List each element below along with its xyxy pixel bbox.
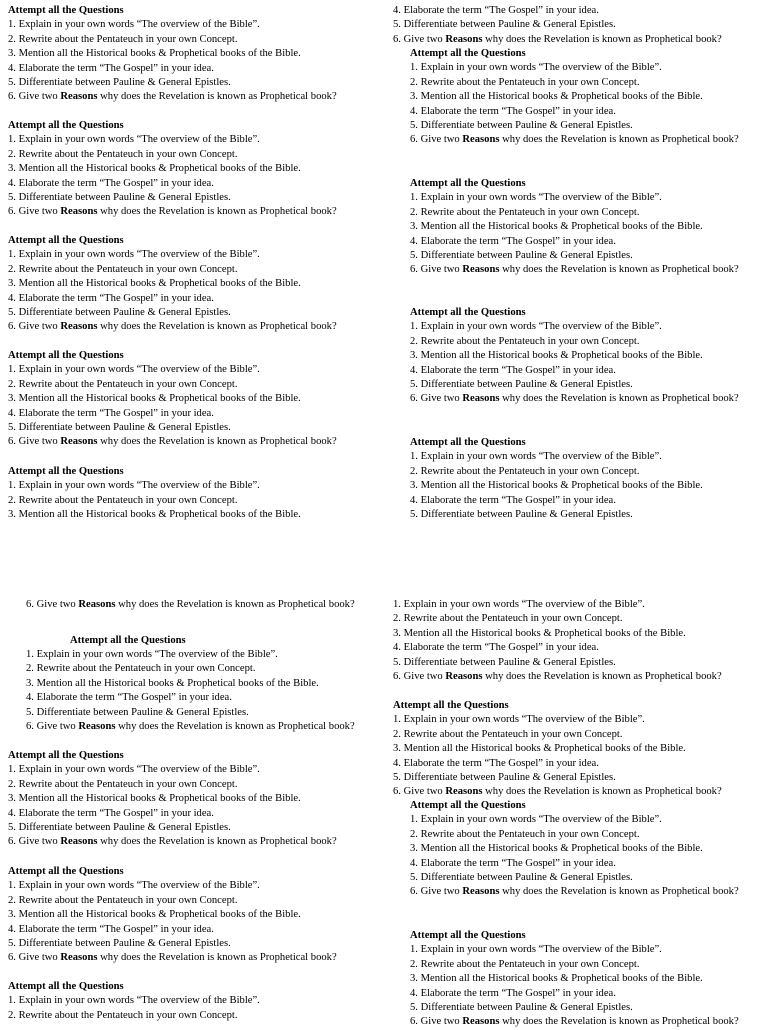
question-2: 2. Rewrite about the Pentateuch in your own Concept.: [410, 465, 640, 477]
question-1: 1. Explain in your own words “The overview of the Bible”.: [8, 249, 260, 261]
question-set: [8, 980, 380, 1023]
question-3: 3. Mention all the Historical books & Prophetical books of the Bible.: [393, 627, 686, 639]
heading: Attempt all the Questions: [8, 120, 124, 131]
question-2: 2. Rewrite about the Pentateuch in your own Concept.: [8, 494, 238, 506]
question-6: 6. Give two Reasons why does the Revelation is known as Prophetical book?: [410, 393, 739, 405]
question-2: 2. Rewrite about the Pentateuch in your own Concept.: [8, 378, 238, 390]
question-1: 1. Explain in your own words “The overview of the Bible”.: [410, 814, 662, 826]
question-2: 2. Rewrite about the Pentateuch in your own Concept.: [8, 148, 238, 160]
question-6: 6. Give two Reasons why does the Revelation is known as Prophetical book?: [26, 721, 355, 733]
question-4: 4. Elaborate the term “The Gospel” in your idea.: [8, 807, 214, 819]
question-set: [8, 465, 380, 523]
question-6: 6. Give two Reasons why does the Revelation is known as Prophetical book?: [410, 1016, 739, 1028]
question-4: 4. Elaborate the term “The Gospel” in your idea.: [393, 757, 599, 769]
question-set: [8, 749, 380, 850]
question-set: [8, 234, 380, 335]
heading: Attempt all the Questions: [410, 178, 526, 189]
question-1: 1. Explain in your own words “The overview of the Bible”.: [8, 19, 260, 31]
question-6: 6. Give two Reasons why does the Revelation is known as Prophetical book?: [8, 952, 337, 964]
question-3: 3. Mention all the Historical books & Prophetical books of the Bible.: [8, 509, 301, 521]
question-set: [8, 349, 380, 450]
question-6: 6. Give two Reasons why does the Revelation is known as Prophetical book?: [393, 671, 722, 683]
question-1: 1. Explain in your own words “The overview of the Bible”.: [8, 364, 260, 376]
question-5: 5. Differentiate between Pauline & General Epistles.: [8, 307, 231, 319]
question-6: 6. Give two Reasons why does the Revelation is known as Prophetical book?: [393, 33, 722, 45]
question-1: 1. Explain in your own words “The overview of the Bible”.: [410, 192, 662, 204]
question-3: 3. Mention all the Historical books & Prophetical books of the Bible.: [410, 480, 703, 492]
question-5: 5. Differentiate between Pauline & General Epistles.: [393, 656, 616, 668]
question-6: 6. Give two Reasons why does the Revelation is known as Prophetical book?: [26, 599, 355, 610]
question-4: 4. Elaborate the term “The Gospel” in your idea.: [410, 364, 616, 376]
question-set: [410, 177, 763, 278]
question-4: 4. Elaborate the term “The Gospel” in your idea.: [8, 292, 214, 304]
question-2: 2. Rewrite about the Pentateuch in your own Concept.: [410, 335, 640, 347]
question-2: 2. Rewrite about the Pentateuch in your own Concept.: [8, 894, 238, 906]
question-1: 1. Explain in your own words “The overview of the Bible”.: [26, 649, 278, 660]
question-2: 2. Rewrite about the Pentateuch in your own Concept.: [8, 263, 238, 275]
question-5: 5. Differentiate between Pauline & General Epistles.: [8, 822, 231, 834]
question-2: 2. Rewrite about the Pentateuch in your own Concept.: [410, 76, 640, 88]
question-6: 6. Give two Reasons why does the Revelation is known as Prophetical book?: [393, 786, 722, 798]
question-5: 5. Differentiate between Pauline & General Epistles.: [8, 938, 231, 950]
question-3: 3. Mention all the Historical books & Prophetical books of the Bible.: [8, 278, 301, 290]
question-6: 6. Give two Reasons why does the Revelation is known as Prophetical book?: [8, 206, 337, 218]
question-set-fragment: [393, 4, 763, 47]
question-6: 6. Give two Reasons why does the Revelation is known as Prophetical book?: [410, 264, 739, 276]
question-set: [8, 4, 380, 105]
question-set: [410, 929, 763, 1030]
question-3: 3. Mention all the Historical books & Prophetical books of the Bible.: [8, 793, 301, 805]
heading: Attempt all the Questions: [8, 350, 124, 361]
question-set-fragment: [393, 598, 763, 684]
heading: Attempt all the Questions: [410, 800, 526, 811]
heading: Attempt all the Questions: [410, 930, 526, 941]
heading: Attempt all the Questions: [410, 307, 526, 318]
question-set: [410, 799, 763, 900]
question-1: 1. Explain in your own words “The overview of the Bible”.: [410, 451, 662, 463]
question-1: 1. Explain in your own words “The overview of the Bible”.: [8, 880, 260, 892]
question-4: 4. Elaborate the term “The Gospel” in your idea.: [8, 407, 214, 419]
question-6: 6. Give two Reasons why does the Revelation is known as Prophetical book?: [8, 91, 337, 103]
heading: Attempt all the Questions: [8, 5, 124, 16]
heading: Attempt all the Questions: [8, 866, 124, 877]
question-3: 3. Mention all the Historical books & Prophetical books of the Bible.: [8, 393, 301, 405]
question-5: 5. Differentiate between Pauline & General Epistles.: [410, 1002, 633, 1014]
question-3: 3. Mention all the Historical books & Prophetical books of the Bible.: [8, 163, 301, 175]
question-6: 6. Give two Reasons why does the Revelation is known as Prophetical book?: [410, 134, 739, 146]
question-5: 5. Differentiate between Pauline & General Epistles.: [26, 706, 249, 718]
question-6: 6. Give two Reasons why does the Revelation is known as Prophetical book?: [8, 436, 337, 448]
question-4: 4. Elaborate the term “The Gospel” in your idea.: [410, 105, 616, 117]
heading: Attempt all the Questions: [8, 235, 124, 246]
question-5: 5. Differentiate between Pauline & General Epistles.: [8, 422, 231, 434]
question-set: [393, 699, 763, 800]
question-5: 5. Differentiate between Pauline & General Epistles.: [8, 192, 231, 204]
question-3: 3. Mention all the Historical books & Prophetical books of the Bible.: [8, 48, 301, 60]
question-3: 3. Mention all the Historical books & Prophetical books of the Bible.: [26, 677, 319, 689]
question-1: 1. Explain in your own words “The overview of the Bible”.: [8, 134, 260, 146]
question-4: 4. Elaborate the term “The Gospel” in your idea.: [8, 923, 214, 935]
question-2: 2. Rewrite about the Pentateuch in your own Concept.: [410, 958, 640, 970]
question-5: 5. Differentiate between Pauline & General Epistles.: [410, 379, 633, 391]
question-1: 1. Explain in your own words “The overview of the Bible”.: [8, 764, 260, 776]
question-3: 3. Mention all the Historical books & Prophetical books of the Bible.: [410, 221, 703, 233]
question-4: 4. Elaborate the term “The Gospel” in your idea.: [410, 494, 616, 506]
question-5: 5. Differentiate between Pauline & General Epistles.: [410, 120, 633, 132]
question-set-fragment: [26, 598, 380, 612]
question-4: 4. Elaborate the term “The Gospel” in your idea.: [410, 857, 616, 869]
heading: Attempt all the Questions: [410, 48, 526, 59]
heading: Attempt all the Questions: [70, 635, 186, 646]
question-set: [410, 436, 763, 522]
question-1: 1. Explain in your own words “The overview of the Bible”.: [410, 321, 662, 333]
question-5: 5. Differentiate between Pauline & General Epistles.: [393, 19, 616, 31]
question-set: [410, 47, 763, 148]
question-set: [8, 119, 380, 220]
question-6: 6. Give two Reasons why does the Revelation is known as Prophetical book?: [8, 836, 337, 848]
question-2: 2. Rewrite about the Pentateuch in your own Concept.: [393, 613, 623, 625]
question-4: 4. Elaborate the term “The Gospel” in your idea.: [393, 5, 599, 16]
question-5: 5. Differentiate between Pauline & General Epistles.: [410, 872, 633, 884]
question-3: 3. Mention all the Historical books & Prophetical books of the Bible.: [393, 743, 686, 755]
heading: Attempt all the Questions: [8, 466, 124, 477]
question-1: 1. Explain in your own words “The overview of the Bible”.: [393, 599, 645, 610]
question-3: 3. Mention all the Historical books & Prophetical books of the Bible.: [410, 973, 703, 985]
question-1: 1. Explain in your own words “The overview of the Bible”.: [393, 714, 645, 726]
question-2: 2. Rewrite about the Pentateuch in your own Concept.: [393, 728, 623, 740]
question-2: 2. Rewrite about the Pentateuch in your own Concept.: [8, 778, 238, 790]
heading: Attempt all the Questions: [410, 437, 526, 448]
question-3: 3. Mention all the Historical books & Prophetical books of the Bible.: [410, 350, 703, 362]
question-3: 3. Mention all the Historical books & Prophetical books of the Bible.: [410, 91, 703, 103]
question-1: 1. Explain in your own words “The overview of the Bible”.: [410, 944, 662, 956]
question-5: 5. Differentiate between Pauline & General Epistles.: [393, 772, 616, 784]
question-4: 4. Elaborate the term “The Gospel” in your idea.: [410, 235, 616, 247]
question-3: 3. Mention all the Historical books & Prophetical books of the Bible.: [8, 909, 301, 921]
question-6: 6. Give two Reasons why does the Revelation is known as Prophetical book?: [410, 886, 739, 898]
question-1: 1. Explain in your own words “The overview of the Bible”.: [8, 480, 260, 492]
question-4: 4. Elaborate the term “The Gospel” in your idea.: [8, 62, 214, 74]
question-set: [8, 865, 380, 966]
question-6: 6. Give two Reasons why does the Revelation is known as Prophetical book?: [8, 321, 337, 333]
question-4: 4. Elaborate the term “The Gospel” in your idea.: [8, 177, 214, 189]
question-3: 3. Mention all the Historical books & Prophetical books of the Bible.: [410, 843, 703, 855]
question-4: 4. Elaborate the term “The Gospel” in your idea.: [26, 692, 232, 704]
question-2: 2. Rewrite about the Pentateuch in your own Concept.: [26, 663, 256, 675]
question-set: [410, 306, 763, 407]
question-5: 5. Differentiate between Pauline & General Epistles.: [410, 250, 633, 262]
question-set: [26, 648, 380, 734]
heading: Attempt all the Questions: [8, 981, 124, 992]
question-1: 1. Explain in your own words “The overview of the Bible”.: [410, 62, 662, 74]
question-4: 4. Elaborate the term “The Gospel” in your idea.: [393, 642, 599, 654]
question-set-heading: [70, 634, 380, 648]
question-5: 5. Differentiate between Pauline & General Epistles.: [8, 77, 231, 89]
question-2: 2. Rewrite about the Pentateuch in your own Concept.: [410, 828, 640, 840]
question-2: 2. Rewrite about the Pentateuch in your own Concept.: [8, 33, 238, 45]
heading: Attempt all the Questions: [393, 700, 509, 711]
question-4: 4. Elaborate the term “The Gospel” in your idea.: [410, 987, 616, 999]
heading: Attempt all the Questions: [8, 750, 124, 761]
question-5: 5. Differentiate between Pauline & General Epistles.: [410, 509, 633, 521]
question-2: 2. Rewrite about the Pentateuch in your own Concept.: [8, 1009, 238, 1021]
question-2: 2. Rewrite about the Pentateuch in your own Concept.: [410, 206, 640, 218]
question-1: 1. Explain in your own words “The overview of the Bible”.: [8, 995, 260, 1007]
